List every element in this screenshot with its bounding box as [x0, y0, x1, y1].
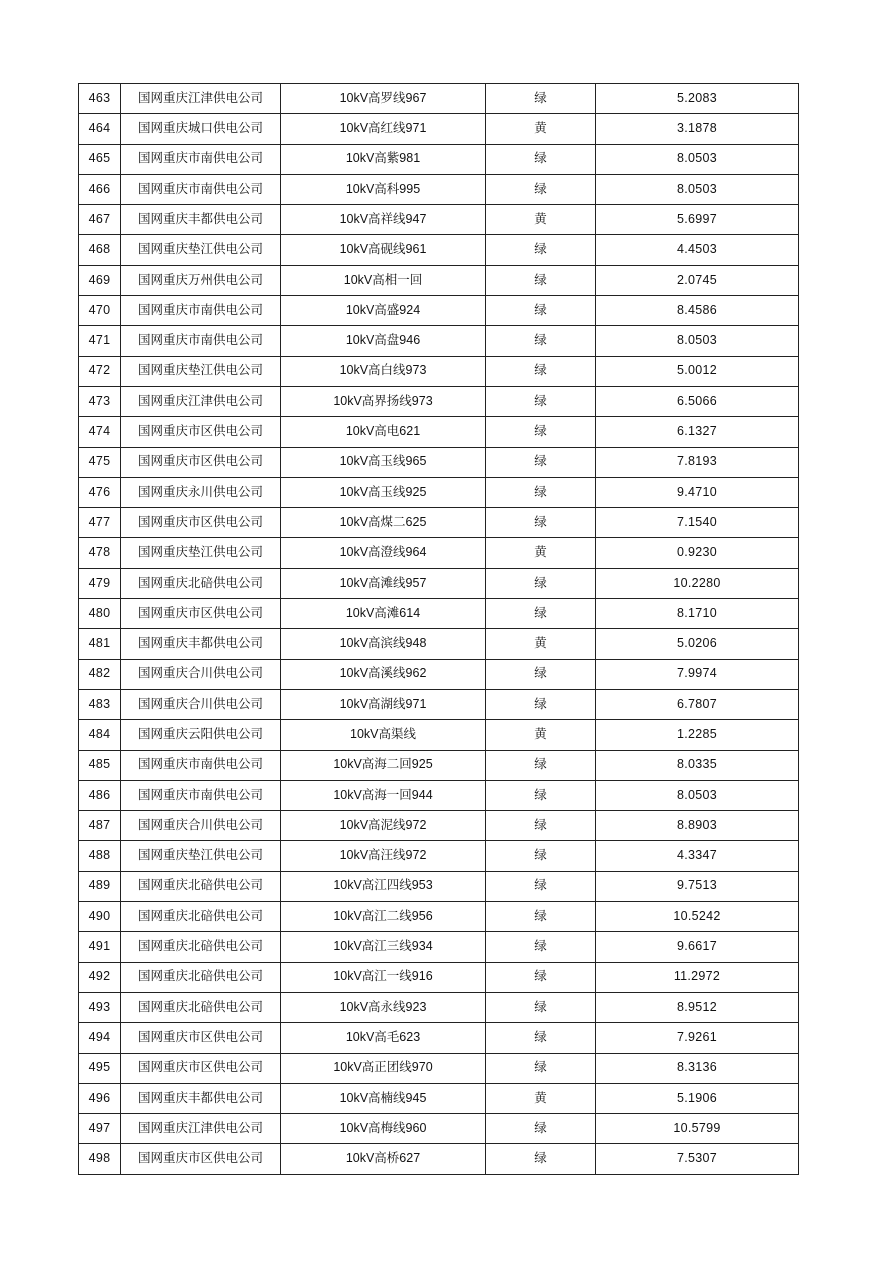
table-row	[79, 235, 799, 265]
value-cell: 8.8903	[596, 811, 799, 841]
company-cell: 国网重庆丰都供电公司	[121, 205, 281, 235]
value-cell: 7.5307	[596, 1144, 799, 1174]
table-row	[79, 871, 799, 901]
line-name-cell: 10kV高泥线972	[281, 811, 486, 841]
table-row	[79, 265, 799, 295]
row-number-cell: 472	[79, 356, 121, 386]
table-row	[79, 962, 799, 992]
row-number-cell: 487	[79, 811, 121, 841]
value-cell: 11.2972	[596, 962, 799, 992]
table-row	[79, 508, 799, 538]
status-cell: 绿	[486, 1023, 596, 1053]
company-cell: 国网重庆永川供电公司	[121, 477, 281, 507]
status-cell: 绿	[486, 568, 596, 598]
value-cell: 5.0206	[596, 629, 799, 659]
company-cell: 国网重庆北碚供电公司	[121, 932, 281, 962]
row-number-cell: 468	[79, 235, 121, 265]
status-cell: 绿	[486, 1114, 596, 1144]
line-name-cell: 10kV高砚线961	[281, 235, 486, 265]
company-cell: 国网重庆合川供电公司	[121, 811, 281, 841]
line-name-cell: 10kV高滨线948	[281, 629, 486, 659]
line-name-cell: 10kV高祥线947	[281, 205, 486, 235]
status-cell: 绿	[486, 386, 596, 416]
company-cell: 国网重庆市南供电公司	[121, 750, 281, 780]
table-row	[79, 780, 799, 810]
value-cell: 10.5242	[596, 902, 799, 932]
status-cell: 绿	[486, 992, 596, 1022]
row-number-cell: 466	[79, 174, 121, 204]
row-number-cell: 470	[79, 296, 121, 326]
table-row	[79, 568, 799, 598]
table-row	[79, 1023, 799, 1053]
company-cell: 国网重庆市区供电公司	[121, 417, 281, 447]
line-name-cell: 10kV高滩614	[281, 599, 486, 629]
table-row	[79, 992, 799, 1022]
line-name-cell: 10kV高煤二625	[281, 508, 486, 538]
status-cell: 黄	[486, 720, 596, 750]
company-cell: 国网重庆市南供电公司	[121, 780, 281, 810]
row-number-cell: 473	[79, 386, 121, 416]
company-cell: 国网重庆北碚供电公司	[121, 871, 281, 901]
line-name-cell: 10kV高江三线934	[281, 932, 486, 962]
status-cell: 绿	[486, 235, 596, 265]
status-cell: 黄	[486, 538, 596, 568]
line-name-cell: 10kV高湖线971	[281, 689, 486, 719]
row-number-cell: 484	[79, 720, 121, 750]
row-number-cell: 488	[79, 841, 121, 871]
line-name-cell: 10kV高江四线953	[281, 871, 486, 901]
row-number-cell: 463	[79, 84, 121, 114]
row-number-cell: 474	[79, 417, 121, 447]
row-number-cell: 467	[79, 205, 121, 235]
line-name-cell: 10kV高玉线925	[281, 477, 486, 507]
company-cell: 国网重庆丰都供电公司	[121, 1083, 281, 1113]
line-name-cell: 10kV高永线923	[281, 992, 486, 1022]
status-cell: 绿	[486, 84, 596, 114]
line-name-cell: 10kV高红线971	[281, 114, 486, 144]
line-name-cell: 10kV高盘946	[281, 326, 486, 356]
value-cell: 7.8193	[596, 447, 799, 477]
table-row	[79, 144, 799, 174]
line-name-cell: 10kV高界扬线973	[281, 386, 486, 416]
status-cell: 黄	[486, 629, 596, 659]
company-cell: 国网重庆市南供电公司	[121, 174, 281, 204]
line-name-cell: 10kV高罗线967	[281, 84, 486, 114]
value-cell: 6.5066	[596, 386, 799, 416]
line-name-cell: 10kV高汪线972	[281, 841, 486, 871]
row-number-cell: 496	[79, 1083, 121, 1113]
line-name-cell: 10kV高桥627	[281, 1144, 486, 1174]
company-cell: 国网重庆垫江供电公司	[121, 538, 281, 568]
status-cell: 绿	[486, 447, 596, 477]
table-row	[79, 386, 799, 416]
row-number-cell: 480	[79, 599, 121, 629]
table-row	[79, 629, 799, 659]
value-cell: 1.2285	[596, 720, 799, 750]
table-row	[79, 538, 799, 568]
line-name-cell: 10kV高楠线945	[281, 1083, 486, 1113]
line-name-cell: 10kV高渠线	[281, 720, 486, 750]
line-name-cell: 10kV高江一线916	[281, 962, 486, 992]
status-cell: 绿	[486, 932, 596, 962]
company-cell: 国网重庆江津供电公司	[121, 1114, 281, 1144]
row-number-cell: 471	[79, 326, 121, 356]
table-row	[79, 477, 799, 507]
value-cell: 7.9261	[596, 1023, 799, 1053]
value-cell: 6.7807	[596, 689, 799, 719]
table-row	[79, 689, 799, 719]
row-number-cell: 491	[79, 932, 121, 962]
value-cell: 8.0503	[596, 780, 799, 810]
status-cell: 绿	[486, 265, 596, 295]
company-cell: 国网重庆市南供电公司	[121, 144, 281, 174]
value-cell: 9.7513	[596, 871, 799, 901]
company-cell: 国网重庆市南供电公司	[121, 296, 281, 326]
line-name-cell: 10kV高毛623	[281, 1023, 486, 1053]
value-cell: 6.1327	[596, 417, 799, 447]
company-cell: 国网重庆北碚供电公司	[121, 992, 281, 1022]
table-row	[79, 841, 799, 871]
table-row	[79, 326, 799, 356]
company-cell: 国网重庆市区供电公司	[121, 1023, 281, 1053]
company-cell: 国网重庆北碚供电公司	[121, 902, 281, 932]
row-number-cell: 492	[79, 962, 121, 992]
line-name-cell: 10kV高盛924	[281, 296, 486, 326]
value-cell: 8.3136	[596, 1053, 799, 1083]
row-number-cell: 477	[79, 508, 121, 538]
line-name-cell: 10kV高正团线970	[281, 1053, 486, 1083]
value-cell: 0.9230	[596, 538, 799, 568]
status-cell: 绿	[486, 477, 596, 507]
row-number-cell: 483	[79, 689, 121, 719]
row-number-cell: 481	[79, 629, 121, 659]
table-row	[79, 296, 799, 326]
power-line-table	[78, 83, 799, 1175]
company-cell: 国网重庆万州供电公司	[121, 265, 281, 295]
table-row	[79, 356, 799, 386]
row-number-cell: 476	[79, 477, 121, 507]
value-cell: 8.0335	[596, 750, 799, 780]
table-row	[79, 932, 799, 962]
value-cell: 2.0745	[596, 265, 799, 295]
table-body	[79, 84, 799, 1175]
status-cell: 绿	[486, 811, 596, 841]
status-cell: 绿	[486, 174, 596, 204]
table-row	[79, 1083, 799, 1113]
status-cell: 黄	[486, 114, 596, 144]
status-cell: 绿	[486, 599, 596, 629]
company-cell: 国网重庆市区供电公司	[121, 508, 281, 538]
line-name-cell: 10kV高海二回925	[281, 750, 486, 780]
status-cell: 绿	[486, 326, 596, 356]
status-cell: 黄	[486, 205, 596, 235]
value-cell: 10.2280	[596, 568, 799, 598]
table-row	[79, 659, 799, 689]
value-cell: 7.9974	[596, 659, 799, 689]
company-cell: 国网重庆丰都供电公司	[121, 629, 281, 659]
value-cell: 5.6997	[596, 205, 799, 235]
row-number-cell: 495	[79, 1053, 121, 1083]
value-cell: 3.1878	[596, 114, 799, 144]
company-cell: 国网重庆江津供电公司	[121, 84, 281, 114]
status-cell: 绿	[486, 417, 596, 447]
status-cell: 绿	[486, 871, 596, 901]
status-cell: 绿	[486, 780, 596, 810]
row-number-cell: 493	[79, 992, 121, 1022]
company-cell: 国网重庆合川供电公司	[121, 689, 281, 719]
line-name-cell: 10kV高相一回	[281, 265, 486, 295]
value-cell: 4.4503	[596, 235, 799, 265]
status-cell: 绿	[486, 750, 596, 780]
company-cell: 国网重庆云阳供电公司	[121, 720, 281, 750]
row-number-cell: 464	[79, 114, 121, 144]
row-number-cell: 465	[79, 144, 121, 174]
table-row	[79, 811, 799, 841]
status-cell: 绿	[486, 659, 596, 689]
line-name-cell: 10kV高滩线957	[281, 568, 486, 598]
row-number-cell: 497	[79, 1114, 121, 1144]
company-cell: 国网重庆垫江供电公司	[121, 235, 281, 265]
status-cell: 绿	[486, 508, 596, 538]
value-cell: 10.5799	[596, 1114, 799, 1144]
row-number-cell: 485	[79, 750, 121, 780]
value-cell: 5.2083	[596, 84, 799, 114]
table-row	[79, 599, 799, 629]
company-cell: 国网重庆垫江供电公司	[121, 841, 281, 871]
company-cell: 国网重庆城口供电公司	[121, 114, 281, 144]
row-number-cell: 486	[79, 780, 121, 810]
row-number-cell: 479	[79, 568, 121, 598]
row-number-cell: 469	[79, 265, 121, 295]
row-number-cell: 475	[79, 447, 121, 477]
table-row	[79, 84, 799, 114]
table-row	[79, 174, 799, 204]
table-row	[79, 205, 799, 235]
table-row	[79, 902, 799, 932]
row-number-cell: 490	[79, 902, 121, 932]
company-cell: 国网重庆合川供电公司	[121, 659, 281, 689]
line-name-cell: 10kV高电621	[281, 417, 486, 447]
value-cell: 9.6617	[596, 932, 799, 962]
line-name-cell: 10kV高溪线962	[281, 659, 486, 689]
table-row	[79, 417, 799, 447]
table-row	[79, 720, 799, 750]
table-row	[79, 750, 799, 780]
status-cell: 黄	[486, 1083, 596, 1113]
value-cell: 8.0503	[596, 326, 799, 356]
table-row	[79, 114, 799, 144]
line-name-cell: 10kV高科995	[281, 174, 486, 204]
value-cell: 9.4710	[596, 477, 799, 507]
status-cell: 绿	[486, 356, 596, 386]
company-cell: 国网重庆市区供电公司	[121, 447, 281, 477]
company-cell: 国网重庆北碚供电公司	[121, 962, 281, 992]
row-number-cell: 478	[79, 538, 121, 568]
row-number-cell: 482	[79, 659, 121, 689]
line-name-cell: 10kV高澄线964	[281, 538, 486, 568]
status-cell: 绿	[486, 144, 596, 174]
table-row	[79, 1053, 799, 1083]
value-cell: 8.0503	[596, 144, 799, 174]
status-cell: 绿	[486, 689, 596, 719]
value-cell: 8.9512	[596, 992, 799, 1022]
company-cell: 国网重庆江津供电公司	[121, 386, 281, 416]
value-cell: 8.1710	[596, 599, 799, 629]
line-name-cell: 10kV高白线973	[281, 356, 486, 386]
value-cell: 4.3347	[596, 841, 799, 871]
row-number-cell: 498	[79, 1144, 121, 1174]
value-cell: 5.1906	[596, 1083, 799, 1113]
line-name-cell: 10kV高紫981	[281, 144, 486, 174]
company-cell: 国网重庆市区供电公司	[121, 599, 281, 629]
company-cell: 国网重庆北碚供电公司	[121, 568, 281, 598]
value-cell: 8.4586	[596, 296, 799, 326]
row-number-cell: 489	[79, 871, 121, 901]
company-cell: 国网重庆垫江供电公司	[121, 356, 281, 386]
table-row	[79, 1114, 799, 1144]
status-cell: 绿	[486, 841, 596, 871]
line-name-cell: 10kV高海一回944	[281, 780, 486, 810]
company-cell: 国网重庆市区供电公司	[121, 1144, 281, 1174]
row-number-cell: 494	[79, 1023, 121, 1053]
company-cell: 国网重庆市南供电公司	[121, 326, 281, 356]
line-name-cell: 10kV高梅线960	[281, 1114, 486, 1144]
status-cell: 绿	[486, 962, 596, 992]
line-name-cell: 10kV高玉线965	[281, 447, 486, 477]
status-cell: 绿	[486, 296, 596, 326]
status-cell: 绿	[486, 1144, 596, 1174]
value-cell: 8.0503	[596, 174, 799, 204]
status-cell: 绿	[486, 902, 596, 932]
status-cell: 绿	[486, 1053, 596, 1083]
table-row	[79, 1144, 799, 1174]
line-name-cell: 10kV高江二线956	[281, 902, 486, 932]
value-cell: 5.0012	[596, 356, 799, 386]
company-cell: 国网重庆市区供电公司	[121, 1053, 281, 1083]
value-cell: 7.1540	[596, 508, 799, 538]
table-row	[79, 447, 799, 477]
